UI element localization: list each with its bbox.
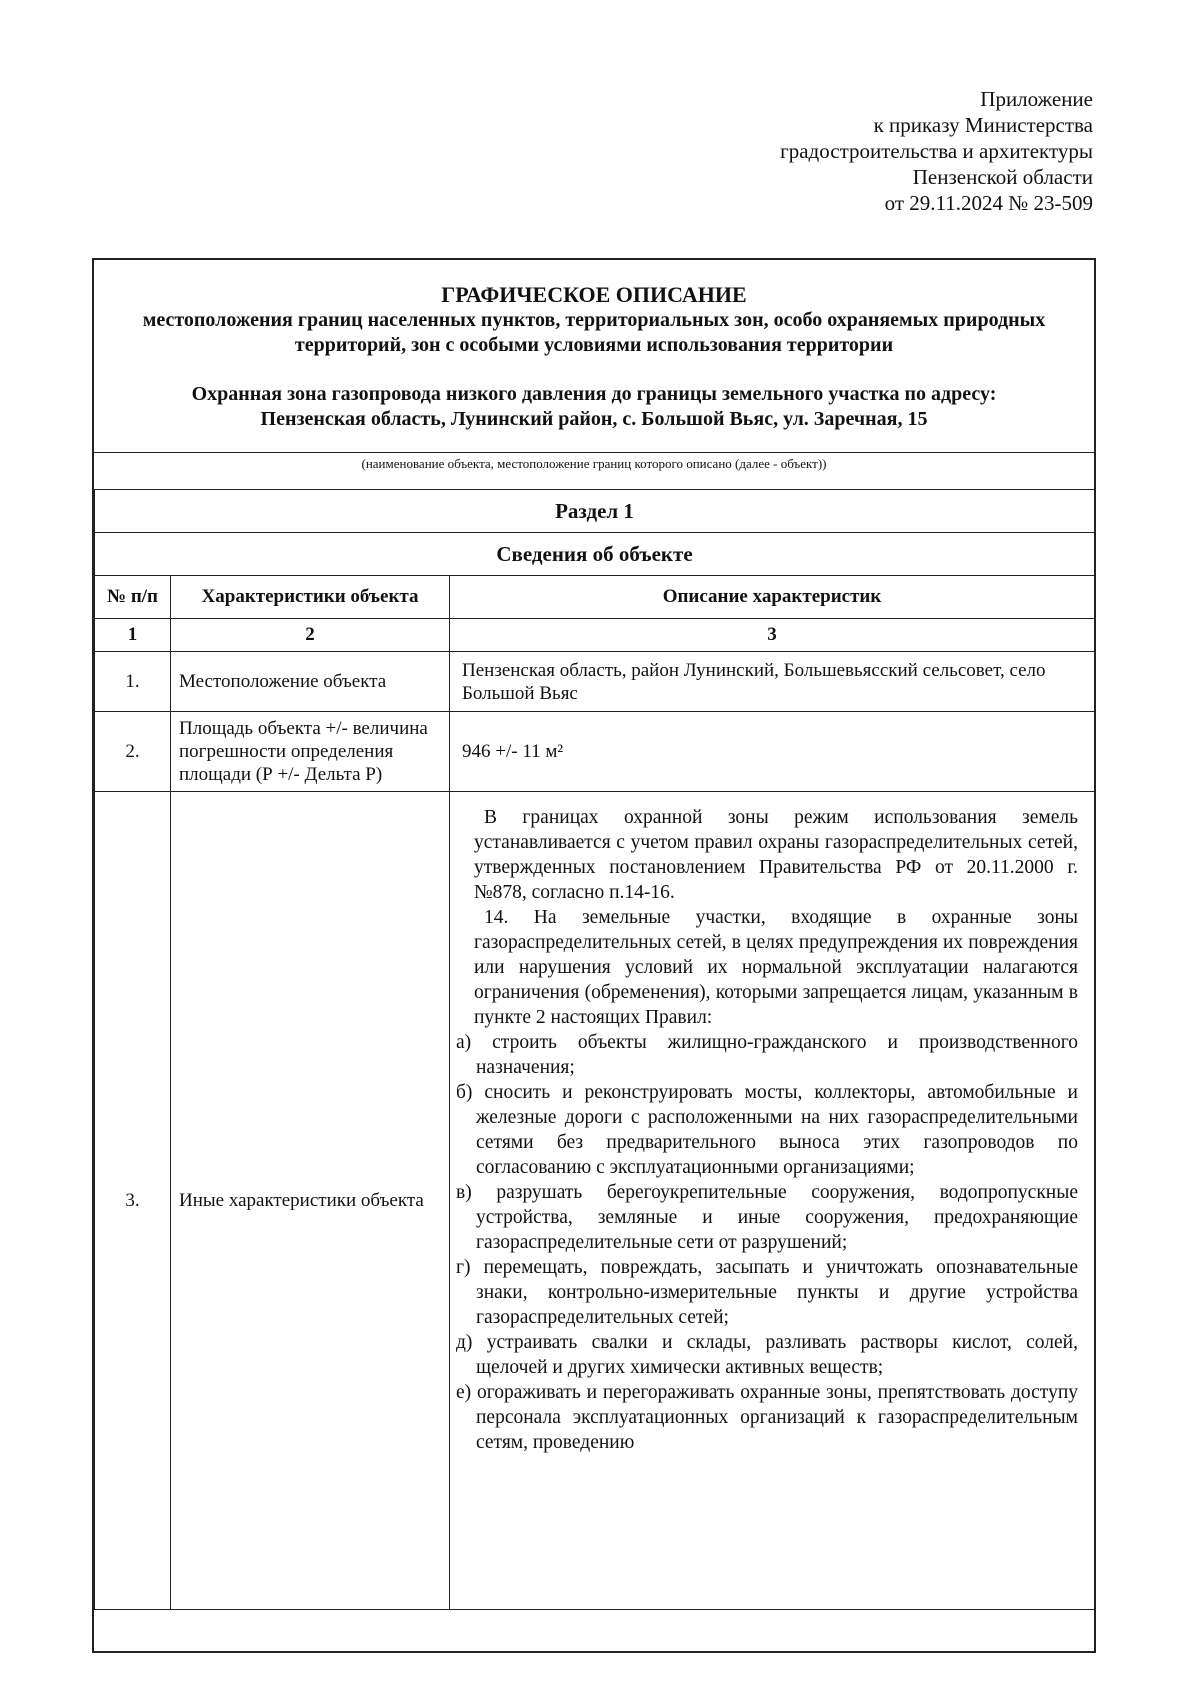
document-frame [92, 258, 1096, 1653]
row-number: 1. [95, 652, 171, 712]
column-number: 3 [450, 619, 1095, 652]
table-header-row [95, 576, 1095, 619]
row-characteristic: Иные характеристики объекта [171, 792, 450, 1610]
header-description: Описание характеристик [450, 576, 1095, 619]
approval-block [633, 86, 1093, 216]
object-info-table [94, 489, 1095, 1610]
object-name-line2: Пензенская область, Лунинский район, с. Большой Вьяс, ул. Заречная, 15 [260, 408, 928, 430]
section-subtitle: Сведения об объекте [95, 533, 1095, 576]
row-value: Пензенская область, район Лунинский, Большевьясский сельсовет, село Большой Вьяс [450, 652, 1095, 712]
paragraph: е) огораживать и перегораживать охранные зоны, препятствовать доступу персонала эксплуатационных организаций к газораспределительным сетям, проведению [456, 1382, 1078, 1453]
paragraph: г) перемещать, повреждать, засыпать и уничтожать опознавательные знаки, контрольно-измерительные пункты и другие устройства газораспределительных сетей; [456, 1257, 1078, 1328]
object-name-line1: Охранная зона газопровода низкого давления до границы земельного участка по адресу: [191, 383, 997, 405]
document-heading [94, 260, 1094, 432]
row-value-text [450, 792, 1095, 1610]
approval-line: Приложение [980, 87, 1093, 111]
column-number: 2 [171, 619, 450, 652]
column-number-row [95, 619, 1095, 652]
row-characteristic: Местоположение объекта [171, 652, 450, 712]
paragraph: д) устраивать свалки и склады, разливать растворы кислот, солей, щелочей и других химически активных веществ; [456, 1332, 1078, 1378]
row-number: 2. [95, 712, 171, 792]
row-number: 3. [95, 792, 171, 1610]
column-number: 1 [95, 619, 171, 652]
paragraph: а) строить объекты жилищно-гражданского и производственного назначения; [456, 1032, 1078, 1078]
section-title: Раздел 1 [95, 490, 1095, 533]
document-subtitle: местоположения границ населенных пунктов, территориальных зон, особо охраняемых природных территорий, зон с особыми условиями использования территории [142, 309, 1046, 356]
approval-line: к приказу Министерства [873, 113, 1093, 137]
header-number: № п/п [95, 576, 171, 619]
paragraph: 14. На земельные участки, входящие в охранные зоны газораспределительных сетей, в целях предупреждения их повреждения или нарушения условий их нормальной эксплуатации налагаются ограничения (обременения), которыми запрещается лицам, указанным в пункте 2 настоящих Правил: [474, 907, 1078, 1028]
row-characteristic: Площадь объекта +/- величина погрешности определения площади (Р +/- Дельта Р) [171, 712, 450, 792]
approval-line: Пензенской области [912, 165, 1093, 189]
approval-line: градостроительства и архитектуры [780, 139, 1093, 163]
object-note: (наименование объекта, местоположение границ которого описано (далее - объект)) [94, 452, 1094, 478]
paragraph: В границах охранной зоны режим использования земель устанавливается с учетом правил охраны газораспределительных сетей, утвержденных постановлением Правительства РФ от 20.11.2000 г. №878, согласно п.14-16. [474, 807, 1078, 903]
document-title: ГРАФИЧЕСКОЕ ОПИСАНИЕ [441, 282, 747, 307]
table-row [95, 712, 1095, 792]
row-value: 946 +/- 11 м² [450, 712, 1095, 792]
paragraph: б) сносить и реконструировать мосты, коллекторы, автомобильные и железные дороги с расположенными на них газораспределительными сетями без предварительного выноса этих газопроводов по согласованию с эксплуатационными организациями; [456, 1082, 1078, 1178]
table-row [95, 792, 1095, 1610]
header-characteristic: Характеристики объекта [171, 576, 450, 619]
approval-date-number: от 29.11.2024 № 23-509 [884, 191, 1093, 215]
paragraph: в) разрушать берегоукрепительные сооружения, водопропускные устройства, земляные и иные сооружения, предохраняющие газораспределительные сети от разрушений; [456, 1182, 1078, 1253]
table-row [95, 652, 1095, 712]
